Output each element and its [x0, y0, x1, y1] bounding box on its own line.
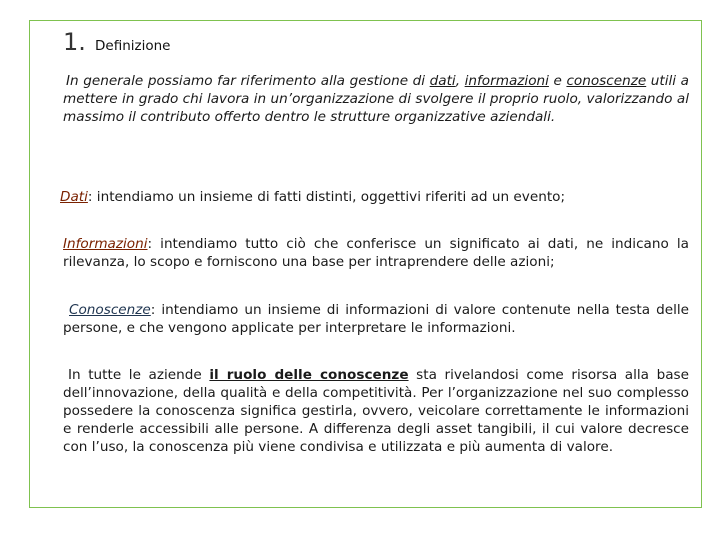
- closing-paragraph: [63, 366, 689, 456]
- term-informazioni: Informazioni: [63, 236, 148, 252]
- term-dati: Dati: [60, 189, 88, 205]
- definition-dati-text: : intendiamo un insieme di fatti distinti, oggettivi riferiti ad un evento;: [87, 189, 566, 205]
- definition-informazioni: [63, 235, 689, 271]
- intro-term-gestione: gestione di: [349, 73, 430, 89]
- closing-text-before: In tutte le aziende: [68, 367, 210, 383]
- closing-emphasis: il ruolo delle conoscenze: [209, 367, 409, 383]
- intro-separator-2: e: [548, 73, 567, 89]
- section-number: 1.: [63, 28, 86, 56]
- closing-text-after: sta rivelandosi come risorsa alla base dell’innovazione, della qualità e della competitività. Per l’organizzazione nel suo complesso possedere la conoscenza significa gestirla, ovvero, veicolare correttamente le informazioni e renderle accessibili alle persone. A differenza degli asset tangibili, il cui valore decresce con l’uso, la conoscenza più viene condivisa e utilizzata e più aumenta di valore.: [63, 367, 689, 455]
- term-conoscenze: Conoscenze: [69, 302, 151, 318]
- intro-term-informazioni: informazioni: [464, 73, 549, 89]
- section-title: Definizione: [95, 38, 171, 54]
- intro-paragraph: [63, 72, 689, 126]
- intro-separator-1: ,: [455, 73, 465, 89]
- definition-dati: [60, 188, 689, 206]
- section-heading: [63, 28, 170, 56]
- intro-term-conoscenze: conoscenze: [566, 73, 647, 89]
- intro-text-before: In generale possiamo far riferimento alla: [66, 73, 350, 89]
- definition-conoscenze-text: : intendiamo un insieme di informazioni di valore contenute nella testa delle persone, e che vengono applicate per interpretare le informazioni.: [63, 302, 689, 336]
- intro-term-dati: dati: [429, 73, 456, 89]
- definition-informazioni-text: : intendiamo tutto ciò che conferisce un significato ai dati, ne indicano la rilevanza, lo scopo e forniscono una base per intraprendere delle azioni;: [63, 236, 689, 270]
- definition-conoscenze: [63, 301, 689, 337]
- intro-text-after: utili a mettere in grado chi lavora in un’organizzazione di svolgere il proprio ruolo, valorizzando al massimo il contributo offerto dentro le strutture organizzative aziendali.: [63, 73, 689, 125]
